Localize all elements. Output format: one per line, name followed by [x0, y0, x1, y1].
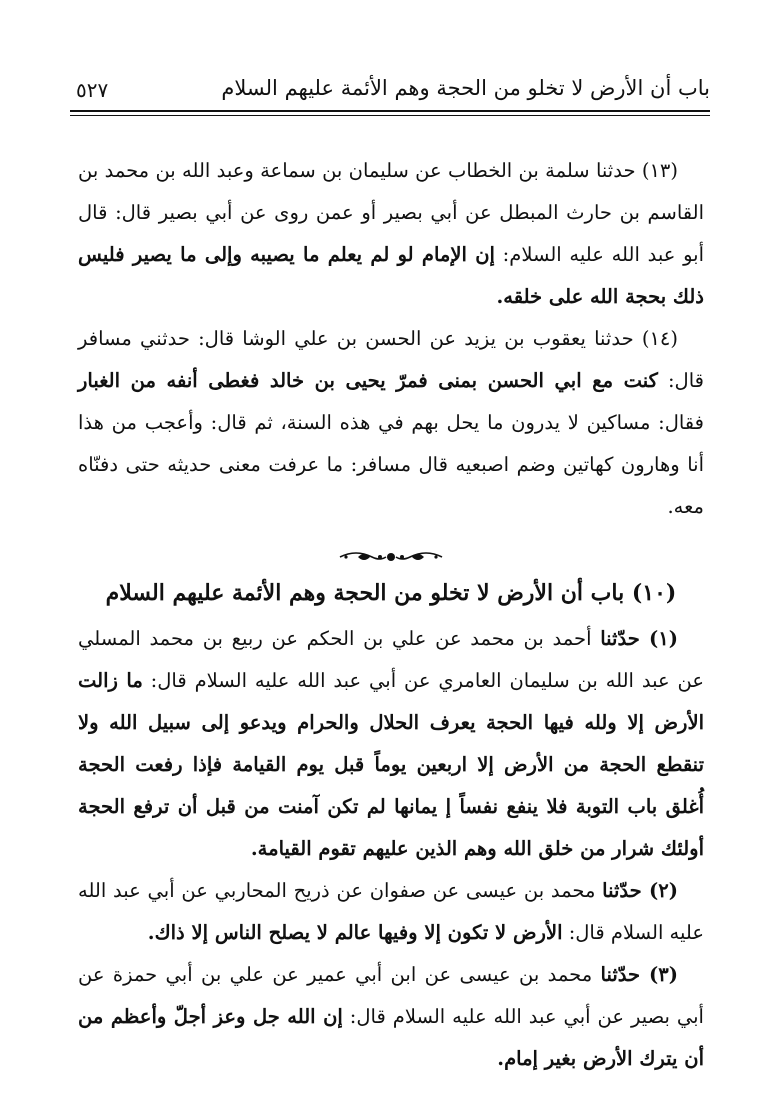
hadith-13-chain: (١٣) حدثنا سلمة بن الخطاب عن سليمان بن سماعة وعبد الله بن محمد بن القاسم بن حارث المبطل عن أبي بصير أو عمن روى عن أبي بصير قال: قال أبو عبد الله عليه السلام:: [78, 159, 704, 266]
hadith-2-number: (٢) حدّثنا: [602, 879, 679, 902]
running-title: باب أن الأرض لا تخلو من الحجة وهم الأئمة عليهم السلام: [221, 76, 710, 100]
hadith-3-chain: محمد بن عيسى عن ابن أبي عمير عن علي بن أبي حمزة عن أبي بصير عن أبي عبد الله عليه السلام قال:: [78, 963, 704, 1028]
hadith-2: [78, 870, 704, 954]
hadith-14-chain: (١٤) حدثنا يعقوب بن يزيد عن الحسن بن علي الوشا قال: حدثني مسافر قال:: [78, 327, 704, 392]
section-heading: (١٠) باب أن الأرض لا تخلو من الحجة وهم الأئمة عليهم السلام: [105, 580, 677, 606]
hadith-3-text: إن الله جل وعز أجلّ وأعظم من أن يترك الأرض بغير إمام.: [78, 1005, 704, 1070]
hadith-14-continuation: فقال: مساكين لا يدرون ما يحل بهم في هذه السنة، ثم قال: وأعجب من هذا أنا وهارون كهاتين وضم اصبعيه قال مسافر: ما عرفت معنى حديثه حتى دفنّاه معه.: [78, 411, 704, 518]
hadith-2-text: الأرض لا تكون إلا وفيها عالم لا يصلح الناس إلا ذاك.: [147, 921, 563, 944]
hadith-3: [78, 954, 704, 1080]
hadith-13-text: إن الإمام لو لم يعلم ما يصيبه وإلى ما يصير فليس ذلك بحجة الله على خلقه.: [78, 243, 704, 308]
hadith-14-text: كنت مع ابي الحسن بمنى فمرّ يحيى بن خالد فغطى أنفه من الغبار: [78, 369, 658, 392]
header-rule-thin: [70, 115, 710, 116]
hadith-14: [78, 318, 704, 528]
page-header: [70, 70, 710, 112]
hadith-1-number: (١) حدّثنا: [600, 627, 678, 650]
ornament-divider-icon: [78, 540, 704, 564]
hadith-1-text: ما زالت الأرض إلا ولله فيها الحجة يعرف الحلال والحرام ويدعو إلى سبيل الله ولا تنقطع الحجة من الأرض إلا اربعين يوماً قبل يوم القيامة فإذا رفعت الحجة أُغلق باب التوبة فلا ينفع نفساً إ يمانها لم تكن آمنت من قبل أن ترفع الحجة أولئك شرار من خلق الله وهم الذين عليهم تقوم القيامة.: [78, 669, 704, 860]
hadith-2-chain: محمد بن عيسى عن صفوان عن ذريح المحاربي عن أبي عبد الله عليه السلام قال:: [78, 879, 704, 944]
page-body: [78, 150, 704, 1080]
page-number: ٥٢٧: [76, 78, 109, 102]
hadith-3-number: (٣) حدّثنا: [600, 963, 678, 986]
header-rule: [70, 110, 710, 112]
hadith-1: [78, 618, 704, 870]
hadith-13: [78, 150, 704, 318]
hadith-1-chain: أحمد بن محمد عن علي بن الحكم عن ربيع بن محمد المسلي عن عبد الله بن سليمان العامري عن أبي عبد الله عليه السلام قال:: [78, 627, 704, 692]
